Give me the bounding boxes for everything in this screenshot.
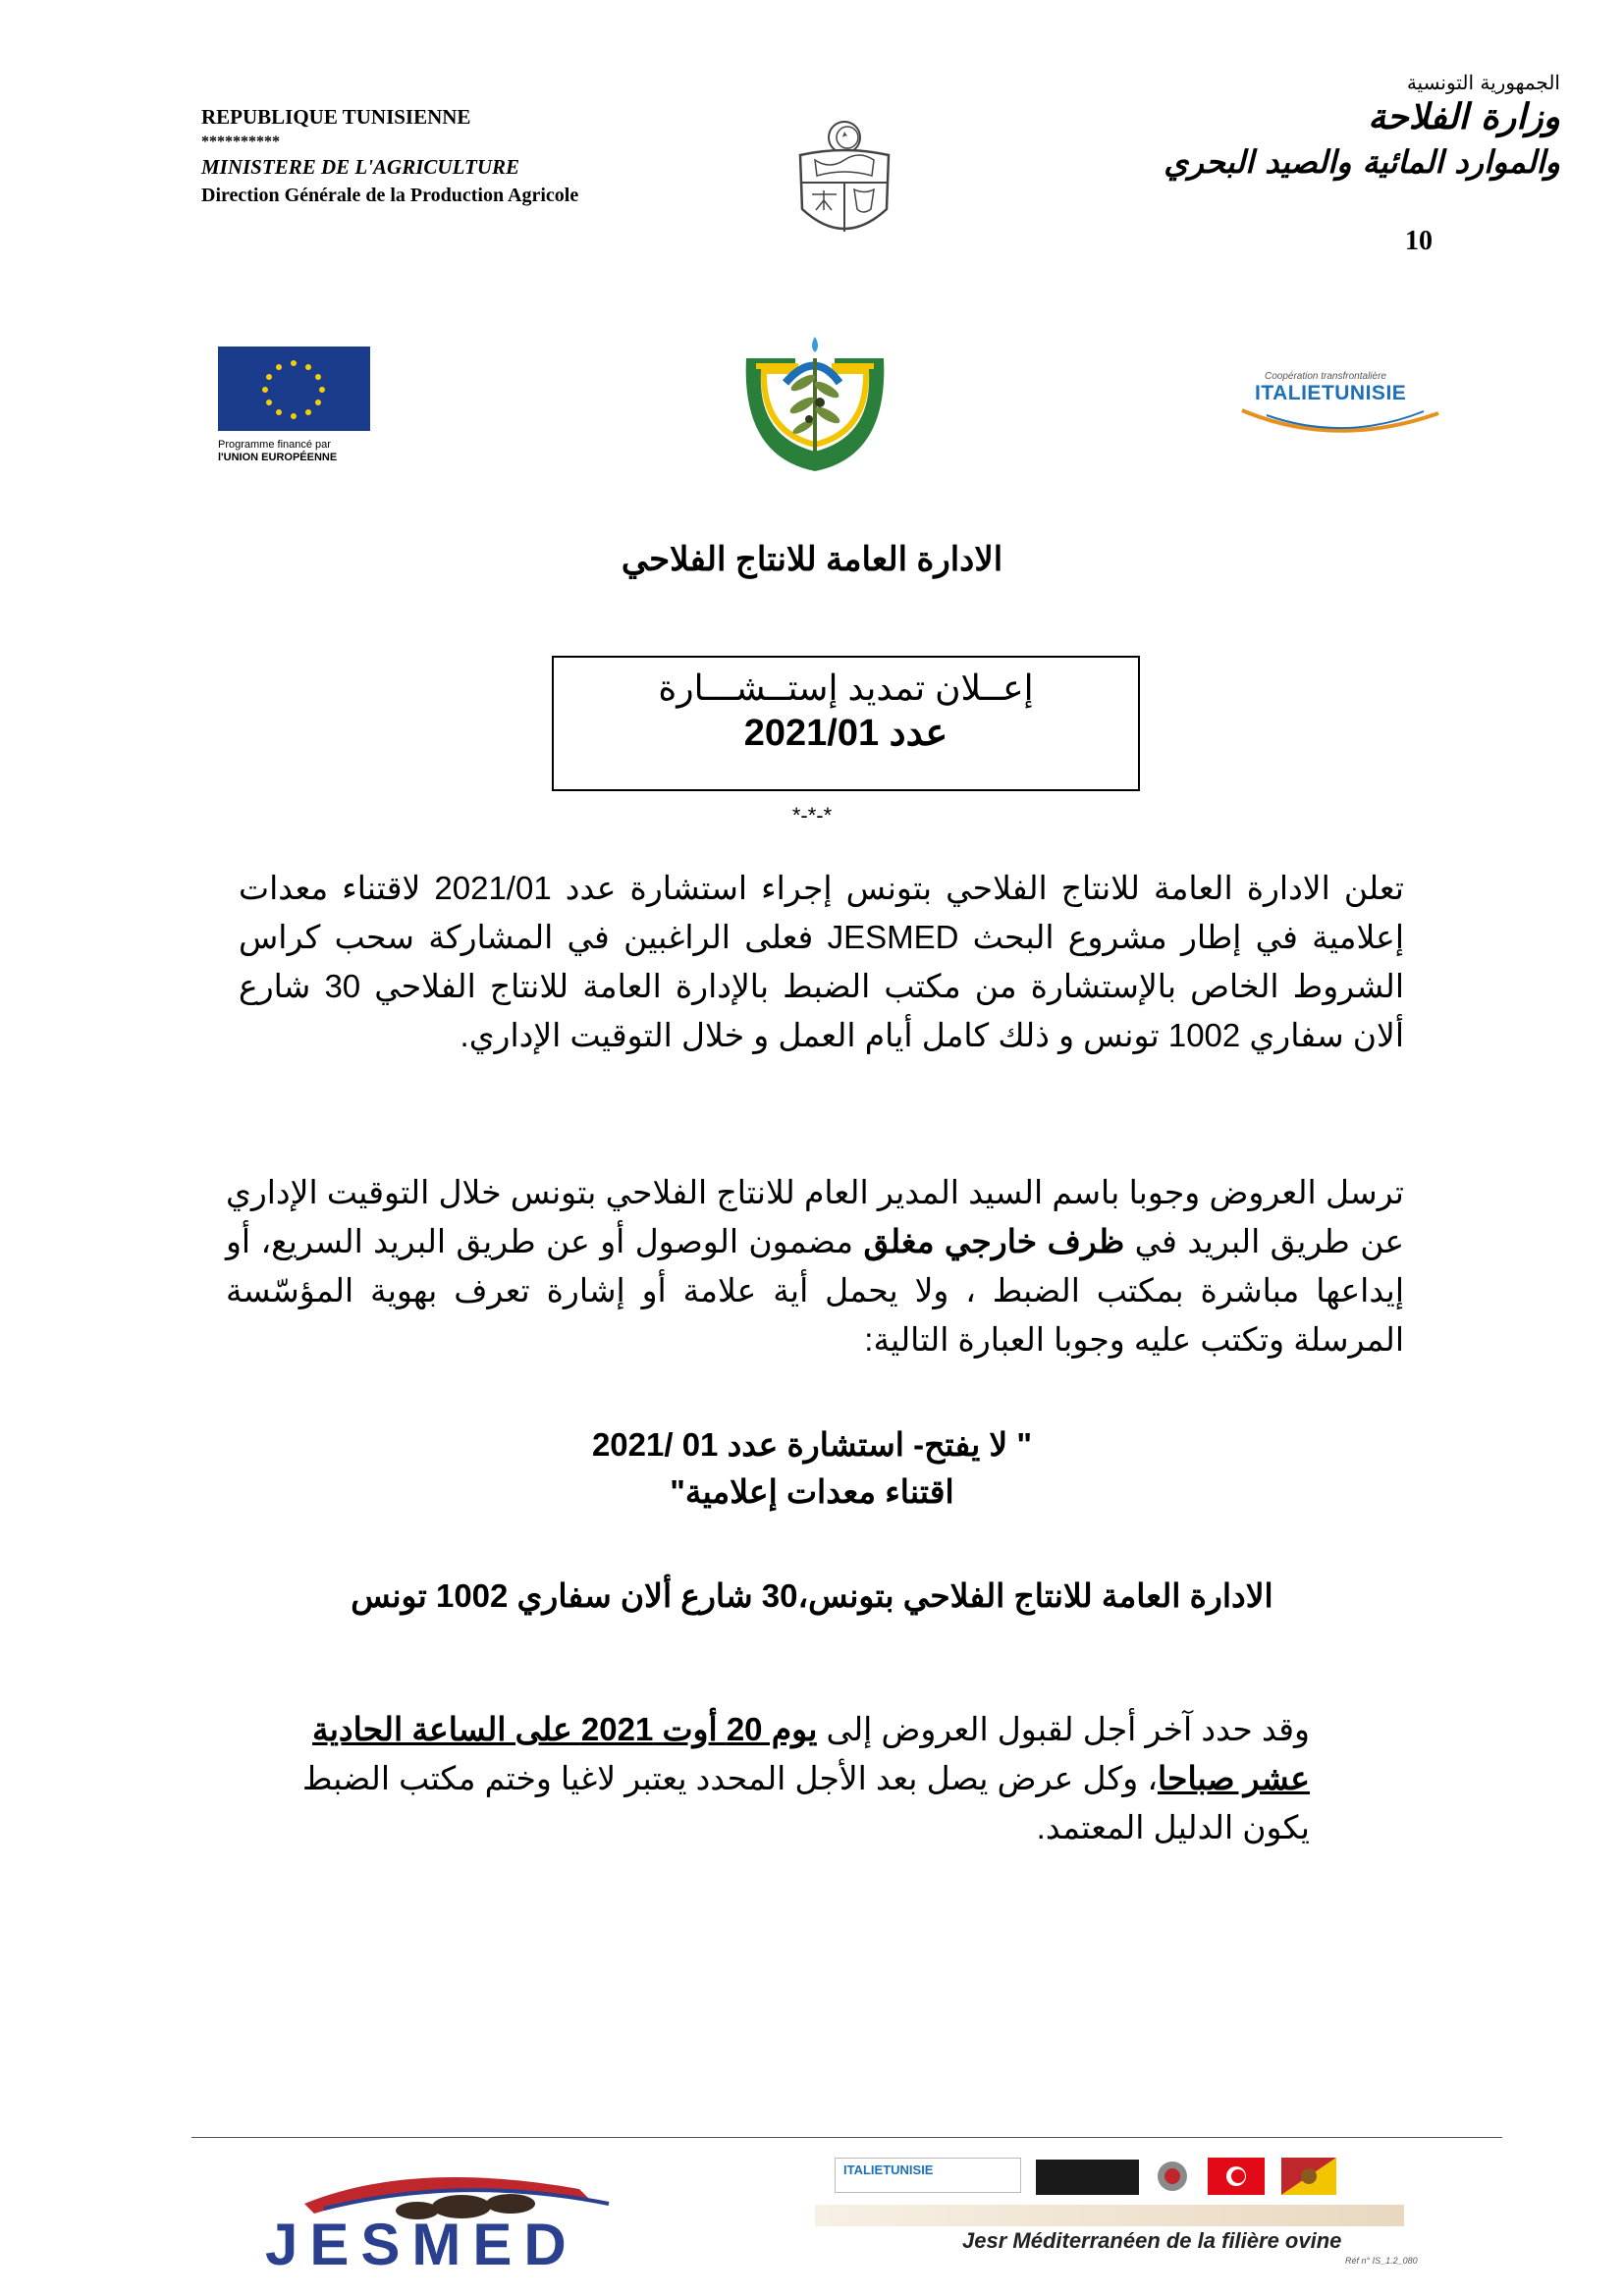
ministry-label: MINISTERE DE L'AGRICULTURE [201, 155, 520, 179]
republic-label: REPUBLIQUE TUNISIENNE [201, 105, 471, 129]
tunisia-flag-icon [1208, 2158, 1265, 2195]
consultation-number: عدد 2021/01 [743, 713, 948, 754]
paragraph-submission: ترسل العروض وجوبا باسم السيد المدير العام للانتاج الفلاحي بتونس خلال التوقيت الإداري عن طريق البريد في ظرف خارجي مغلق مضمون الوصول أو عن طريق البريد السريع، أو إيداعها مباشرة بمكتب الضبط ، ولا يحمل أية علامة أو إشارة تعرف بهوية المؤسّسة المرسلة وتكتب عليه وجوبا العبارة التالية: [226, 1174, 1405, 1358]
jesmed-wordmark: JESMED [265, 2212, 578, 2277]
coat-of-arms-icon [790, 116, 898, 245]
closed-envelope-text: ظرف خارجي مغلق [863, 1223, 1125, 1259]
direction-label: Direction Générale de la Production Agricole [201, 185, 579, 206]
footer-italie-logo: ITALIETUNISIE [835, 2158, 1021, 2193]
footer-divider [191, 2137, 1502, 2138]
footer-tagline: Jesr Méditerranéen de la filière ovine [962, 2228, 1342, 2253]
jesmed-logo [265, 2160, 727, 2277]
ministry-arabic-2: والموارد المائية والصيد البحري [1164, 143, 1560, 181]
italie-swoosh-icon [1237, 405, 1443, 445]
separator-stars: *-*-* [791, 803, 833, 828]
agriculture-logo-icon [727, 329, 903, 476]
announcement-heading: إعــلان تمديد إستــشـــارة [658, 667, 1034, 708]
header-arabic [1164, 71, 1560, 185]
header-french [201, 103, 578, 210]
italy-emblem-icon [1149, 2158, 1196, 2195]
mention-line-2: اقتناء معدات إعلامية" [670, 1473, 954, 1510]
footer-eu-flag-icon [1036, 2160, 1139, 2195]
page-title: الادارة العامة للانتاج الفلاحي [621, 541, 1003, 578]
eu-caption: Programme financé par l'UNION EUROPÉENNE [218, 439, 338, 463]
eu-flag-icon [218, 347, 370, 431]
eu-logo [218, 347, 375, 464]
footer-band [815, 2205, 1404, 2226]
stars-separator: ********** [201, 133, 280, 150]
italie-tunisie-logo: Coopération transfrontalière ITALIETUNISIE [1237, 371, 1453, 450]
deadline-text: يوم 20 أوت 2021 على الساعة الحادية عشر صباحا [312, 1711, 1310, 1796]
page-number: 10 [1405, 226, 1433, 256]
paragraph-deadline: وقد حدد آخر أجل لقبول العروض إلى يوم 20 أوت 2021 على الساعة الحادية عشر صباحا، وكل عرض يصل بعد الأجل المحدد يعتبر لاغيا وختم مكتب الضبط يكون الدليل المعتمد. [301, 1711, 1310, 1845]
envelope-mention [0, 1421, 1624, 1516]
announcement-box [552, 656, 1140, 791]
footer-partners [795, 2158, 1424, 2285]
paragraph-announcement: تعلن الادارة العامة للانتاج الفلاحي بتونس إجراء استشارة عدد 2021/01 لاقتناء معدات إعلامية في إطار مشروع البحث JESMED فعلى الراغبين في المشاركة سحب كراس الشروط الخاص بالإستشارة من مكتب الضبط بالإدارة العامة للانتاج الفلاحي 30 شارع ألان سفاري 1002 تونس و ذلك كامل أيام العمل و خلال التوقيت الإداري. [239, 870, 1405, 1053]
footer-ref: Réf n° IS_1.2_080 [1345, 2256, 1418, 2266]
republic-arabic: الجمهورية التونسية [1406, 71, 1560, 94]
ministry-arabic: وزارة الفلاحة [1368, 96, 1560, 137]
address-line: الادارة العامة للانتاج الفلاحي بتونس،30 شارع ألان سفاري 1002 تونس [351, 1577, 1273, 1614]
sicily-flag-icon [1281, 2158, 1336, 2195]
mention-line-1: " لا يفتح- استشارة عدد 01 /2021 [591, 1426, 1033, 1463]
